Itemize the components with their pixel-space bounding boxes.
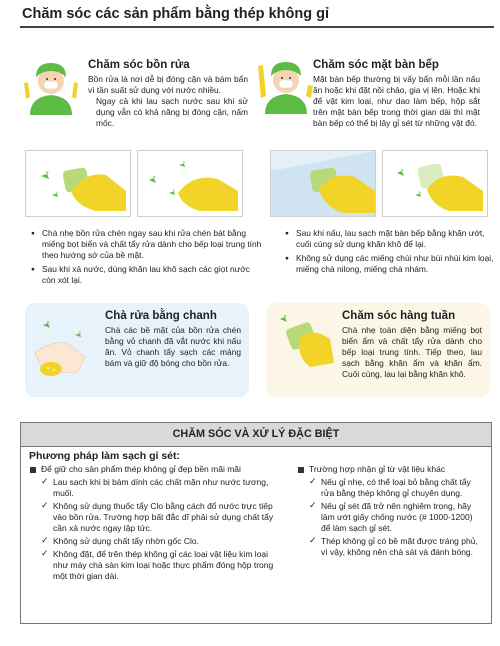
sink-tips-list bbox=[30, 228, 262, 289]
list-item: ✓ Thép không gỉ có bề mặt được tráng phủ, vì vậy, không nên chà sát và đánh bóng. bbox=[321, 536, 483, 558]
list-item: ✓ Nếu gỉ nhẹ, có thể loại bỏ bằng chất tẩy rửa bằng thép không gỉ chuyên dụng. bbox=[321, 477, 483, 499]
list-item: ✓ Nếu gỉ sét đã trở nên nghiêm trọng, hãy làm ướt giấy chống nước (# 1000-1200) để làm sạch gỉ sét. bbox=[321, 501, 483, 534]
counter-care-heading: Chăm sóc mặt bàn bếp bbox=[313, 59, 439, 71]
rust-removal-column bbox=[297, 464, 483, 560]
woman-counter-illustration bbox=[255, 52, 317, 116]
list-item: ● Sau khi nấu, lau sạch mặt bàn bếp bằng khăn ướt, cuối cùng sử dụng khăn khô để lại. bbox=[296, 228, 500, 250]
weekly-care-heading: Chăm sóc hàng tuần bbox=[342, 310, 456, 322]
hand-lemon-icon bbox=[29, 313, 97, 385]
list-item: ✓ Không đặt, để trên thép không gỉ các loại vật liệu kim loại như máy chà sàn kim loại hoặc thực phẩm đóng hộp trong một thời gian dài. bbox=[53, 549, 279, 582]
counter-care-section bbox=[313, 59, 480, 129]
list-item: ● Chà nhẹ bồn rửa chén ngay sau khi rửa chén bát bằng miếng bọt biển và chất tẩy rửa dành cho bếp loại trung tính theo hướng sớ của bề mặt. bbox=[42, 228, 262, 261]
weekly-care-card bbox=[266, 303, 490, 397]
sink-care-heading: Chăm sóc bồn rửa bbox=[88, 59, 190, 71]
counter-care-text: Mặt bàn bếp thường bị vấy bẩn mỗi lần nấu ăn hoặc khi đặt nồi chảo, gia vị lên. Hoặc khi để vật kim loại, như dao làm bếp, hộp sắt trên mặt bàn bếp trong thời gian dài thì mặt bàn bếp có thể bị lây gỉ sét từ những vật đó. bbox=[313, 74, 480, 128]
rust-removal-heading: Trường hợp nhận gỉ từ vật liệu khác bbox=[297, 464, 483, 475]
list-item: ✓ Không sử dụng chất tẩy nhờn gốc Clo. bbox=[53, 536, 279, 547]
hand-sponge-icon bbox=[270, 309, 340, 389]
counter-photo-2 bbox=[382, 150, 488, 217]
list-item: ✓ Lau sạch khi bị bám dính các chất mặn như nước tương, muối. bbox=[53, 477, 279, 499]
weekly-care-text: Chà nhẹ toàn diện bằng miếng bọt biển ẩm và chất tẩy rửa dành cho bếp loại trung tính. Tiếp theo, lau sạch bằng khăn ẩm và khăn ẩm. Cuối cùng, lau lại bằng khăn khô. bbox=[342, 325, 482, 379]
lemon-tip-heading: Chà rửa bằng chanh bbox=[105, 310, 217, 322]
sink-photo-1 bbox=[25, 150, 131, 217]
rust-cleaning-subhead: Phương pháp làm sạch gỉ sét: bbox=[29, 450, 181, 462]
prevention-column bbox=[29, 464, 279, 584]
sink-care-text-1: Bồn rửa là nơi dễ bị đóng cặn và bám bẩn vì tần suất sử dụng với nước nhiều. bbox=[88, 74, 248, 95]
lemon-tip-card bbox=[25, 303, 249, 397]
list-item: ✓ Không sử dụng thuốc tẩy Clo bằng cách đổ nước trực tiếp vào bồn rửa. Trường hợp bất đắc dĩ phải sử dụng chất tẩy cần xả nước ngay lập tức. bbox=[53, 501, 279, 534]
lemon-tip-text: Chà các bề mặt của bồn rửa chén bằng vỏ chanh đã vắt nước khi nấu ăn. Vỏ chanh tẩy sạch các mảng bám và giữ độ bóng cho bồn rửa. bbox=[105, 325, 241, 368]
sink-care-section bbox=[88, 59, 248, 129]
title-divider bbox=[20, 26, 494, 28]
counter-photo-1 bbox=[270, 150, 376, 217]
woman-sink-illustration bbox=[20, 55, 82, 117]
hand-sponge-icon bbox=[383, 151, 487, 216]
special-care-box bbox=[20, 422, 492, 624]
prevention-heading: Để giữ cho sản phẩm thép không gỉ đẹp bền mãi mãi bbox=[29, 464, 279, 475]
counter-tips-list bbox=[284, 228, 500, 278]
hand-sponge-icon bbox=[26, 151, 130, 216]
list-item: ● Không sử dụng các miếng chùi như bùi nhùi kim loại, miếng chà nilong, miếng chà nhám. bbox=[296, 253, 500, 275]
hand-sponge-icon bbox=[138, 151, 242, 216]
list-item: ● Sau khi xả nước, dùng khăn lau khô sạch các giọt nước còn xót lại. bbox=[42, 264, 262, 286]
hand-sponge-icon bbox=[271, 151, 375, 216]
page-title: Chăm sóc các sản phẩm bằng thép không gỉ bbox=[22, 6, 329, 22]
special-care-title: CHĂM SÓC VÀ XỬ LÝ ĐẶC BIỆT bbox=[21, 423, 491, 447]
sink-care-text-2: Ngay cả khi lau sạch nước sau khi sử dụng vẫn có khả năng bị đóng cặn, nấm mốc. bbox=[96, 96, 248, 128]
sink-photo-2 bbox=[137, 150, 243, 217]
